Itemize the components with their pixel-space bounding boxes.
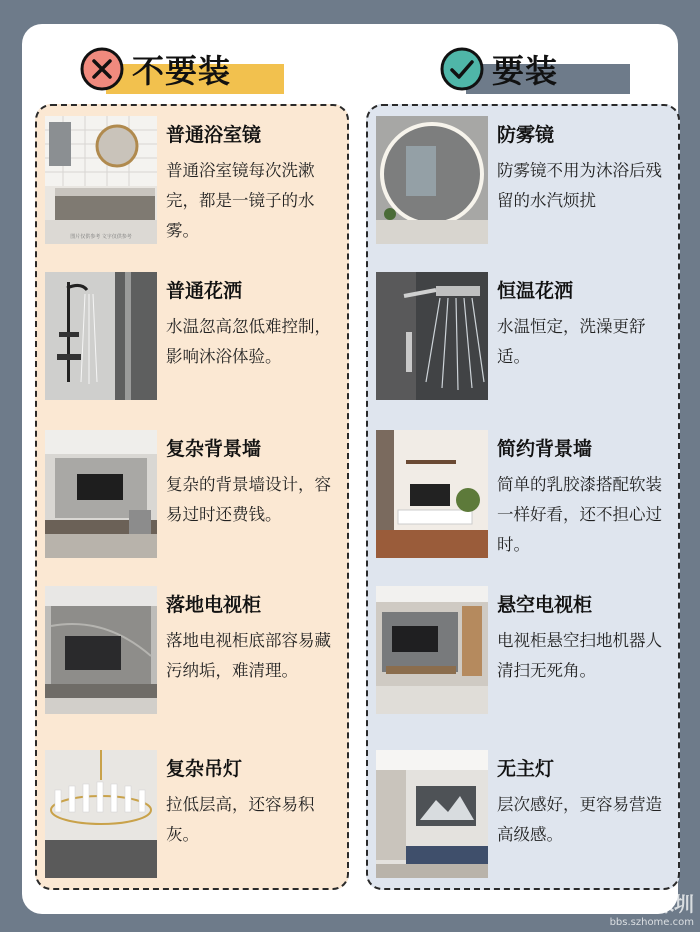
photo-caption: 图片仅供参考 文字仅供参考 [70,234,132,240]
item-description: 水温恒定，洗澡更舒适。 [497,317,646,366]
x-circle-icon [80,47,124,91]
item-description: 简单的乳胶漆搭配软装一样好看，还不担心过时。 [497,475,662,554]
left-heading [80,44,231,94]
item-title: 防雾镜 [497,124,555,146]
simple-wall-photo [376,430,488,558]
item-description: 电视柜悬空扫地机器人清扫无死角。 [497,631,662,680]
no-main-light-photo [376,750,488,878]
item-title: 复杂吊灯 [166,758,243,780]
item-description: 水温忽高忽低难控制，影响沐浴体验。 [166,317,331,366]
item-description: 落地电视柜底部容易藏污纳垢，难清理。 [166,631,331,680]
item-title: 普通浴室镜 [166,124,262,146]
list-item [45,116,341,246]
dont-install-panel [35,104,349,890]
item-title: 复杂背景墙 [166,438,262,460]
list-item [45,750,341,880]
list-item [376,116,672,246]
watermark-brand: 家在深圳 [614,892,694,916]
do-install-panel [366,104,680,890]
list-item [45,430,341,560]
watermark [610,888,694,928]
anti-fog-mirror-photo [376,116,488,244]
item-title: 无主灯 [497,758,555,780]
list-item [376,272,672,402]
list-item [45,586,341,716]
floating-cabinet-photo [376,586,488,714]
watermark-url: bbs.szhome.com [609,917,694,928]
thermostatic-shower-photo [376,272,488,400]
item-description: 防雾镜不用为沐浴后残留的水汽烦扰 [497,161,662,210]
right-heading-text: 要装 [492,52,559,90]
item-title: 恒温花洒 [497,280,574,302]
item-title: 普通花洒 [166,280,243,302]
item-description: 普通浴室镜每次洗漱完，都是一镜子的水雾。 [166,161,315,240]
check-circle-icon [440,47,484,91]
item-title: 悬空电视柜 [497,594,593,616]
item-title: 落地电视柜 [166,594,262,616]
item-description: 层次感好，更容易营造高级感。 [497,795,662,844]
list-item [45,272,341,402]
item-title: 简约背景墙 [497,438,593,460]
tv-cabinet-photo [45,586,157,714]
chandelier-photo [45,750,157,878]
bathroom-mirror-photo [45,116,157,244]
list-item [376,586,672,716]
tv-wall-photo [45,430,157,558]
list-item [376,750,672,880]
left-heading-text: 不要装 [132,52,232,90]
item-description: 复杂的背景墙设计，容易过时还费钱。 [166,475,331,524]
item-description: 拉低层高，还容易积灰。 [166,795,315,844]
list-item [376,430,672,560]
shower-photo [45,272,157,400]
right-heading [440,44,558,94]
